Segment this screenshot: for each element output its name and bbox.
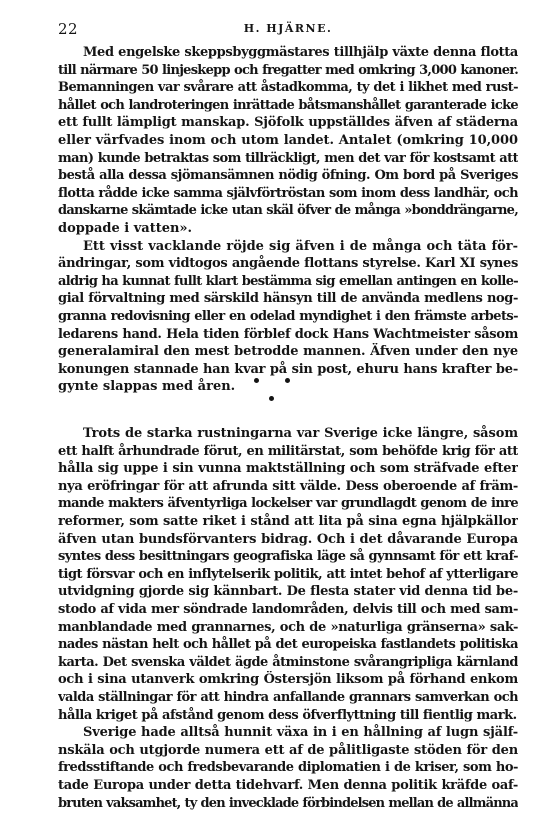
page-header: [58, 20, 518, 38]
text-line: Ett visst vacklande röjde sig äfven i de många och täta för-: [83, 238, 518, 254]
paragraph-1: [58, 44, 518, 238]
text-line: bestå alla dessa sjömansämnen nödig öfning. Om bord på Sveriges: [58, 168, 518, 184]
paragraph-4: [58, 724, 518, 812]
text-line: bruten vaksamhet, ty den invecklade förbindelsen mellan de allmänna: [58, 795, 518, 811]
text-line: nya eröfringar för att afrunda sitt välde. Dess oberoende af främ-: [58, 478, 518, 494]
section-break: [0, 372, 560, 412]
text-line: till närmare 50 linjeskepp och fregatter med omkring 3,000 kanoner.: [58, 62, 518, 78]
asterism-dot: [269, 396, 274, 401]
text-line: manblandade med grannarnes, och de »naturliga gränserna» sak-: [58, 619, 518, 635]
text-line: doppade i vatten».: [58, 220, 193, 236]
text-line: tade Europa under detta tidehvarf. Men denna politik kräfde oaf-: [58, 777, 518, 793]
text-line: generalamiral den mest betrodde mannen. Äfven under den nye: [58, 344, 518, 360]
text-line: ändringar, som vidtogos angående flottans styrelse. Karl XI synes: [58, 256, 518, 272]
text-line: hålla sig uppe i sin vunna maktställning och som sträfvade efter: [58, 461, 518, 477]
text-line: syntes dess besittningars geografiska läge så gynnsamt för ett kraf-: [58, 549, 518, 565]
text-line: nades nästan helt och hållet på det europeiska fastlandets politiska: [58, 637, 518, 653]
paragraph-3: [58, 425, 518, 724]
text-line: eller värfvades inom och utom landet. Antalet (omkring 10,000: [58, 132, 518, 148]
text-line: mande makters äfventyrliga lockelser var grundlagdt genom de inre: [58, 496, 518, 512]
text-line: ett halft århundrade förut, en militärstat, som behöfde krig för att: [58, 443, 518, 459]
running-head: H. HJÄRNE.: [243, 22, 333, 35]
text-line: gynte slappas med åren.: [58, 379, 236, 395]
text-line: ett fullt lämpligt manskap. Sjöfolk uppställdes äfven af städerna: [58, 115, 518, 131]
text-line: äfven utan bundsförvanters bidrag. Och i det dåvarande Europa: [58, 531, 518, 547]
page-number: 22: [58, 20, 79, 38]
text-line: hållet och landroteringen inrättade båtsmanshållet garanterade icke: [58, 97, 518, 113]
text-line: ledarens hand. Hela tiden förblef dock Hans Wachtmeister såsom: [58, 326, 518, 342]
asterism-dot: [254, 378, 259, 383]
text-line: hålla kriget på afstånd genom dess öfverflyttning till fientlig mark.: [58, 707, 517, 723]
text-line: granna redovisning eller en odelad myndighet i den främste arbets-: [58, 308, 518, 324]
text-line: aldrig ha kunnat fullt klart bestämma sig emellan antingen en kolle-: [58, 273, 518, 289]
text-line: karta. Det svenska väldet ägde åtminstone svårangripliga kärnland: [58, 654, 518, 670]
text-line: danskarne skämtade icke utan skäl öfver de många »bonddrängarne,: [58, 203, 518, 219]
text-line: Bemanningen var svårare att åstadkomma, ty det i likhet med rust-: [58, 80, 518, 96]
text-line: gial förvaltning med särskild hänsyn till de använda medlens nog-: [58, 291, 518, 307]
asterism-dot: [285, 378, 290, 383]
text-line: man) kunde betraktas som tillräckligt, men det var för kostsamt att: [58, 150, 518, 166]
text-line: reformer, som satte riket i stånd att lita på sina egna hjälpkällor: [58, 513, 518, 529]
text-line: valda ställningar för att hindra anfallande grannars samverkan och: [58, 689, 518, 705]
text-line: och i sina utanverk omkring Östersjön liksom på förhand enkom: [58, 672, 518, 688]
text-line: Trots de starka rustningarna var Sverige icke längre, såsom: [83, 426, 518, 441]
text-line: konungen stannade han kvar på sin post, ehuru hans krafter be-: [58, 361, 518, 377]
text-line: nskäla och utgjorde numera ett af de pålitligaste stöden för den: [58, 742, 518, 758]
text-line: stodo af vida mer söndrade landområden, delvis till och med sam-: [58, 601, 518, 617]
text-line: Med engelske skeppsbyggmästares tillhjälp växte denna flotta: [83, 45, 518, 60]
text-line: tigt försvar och en inflytelserik politik, att intet behof af ytterligare: [58, 566, 518, 582]
text-line: utvidgning gjorde sig kännbart. De flesta stater vid denna tid be-: [58, 584, 518, 600]
text-line: fredsstiftande och fredsbevarande diplomatien i de kriser, som ho-: [58, 760, 518, 776]
text-line: Sverige hade alltså hunnit växa in i en hållning af lugn själf-: [83, 725, 518, 741]
text-line: flotta rådde icke samma självförtröstan som inom dess landhär, och: [58, 185, 518, 201]
